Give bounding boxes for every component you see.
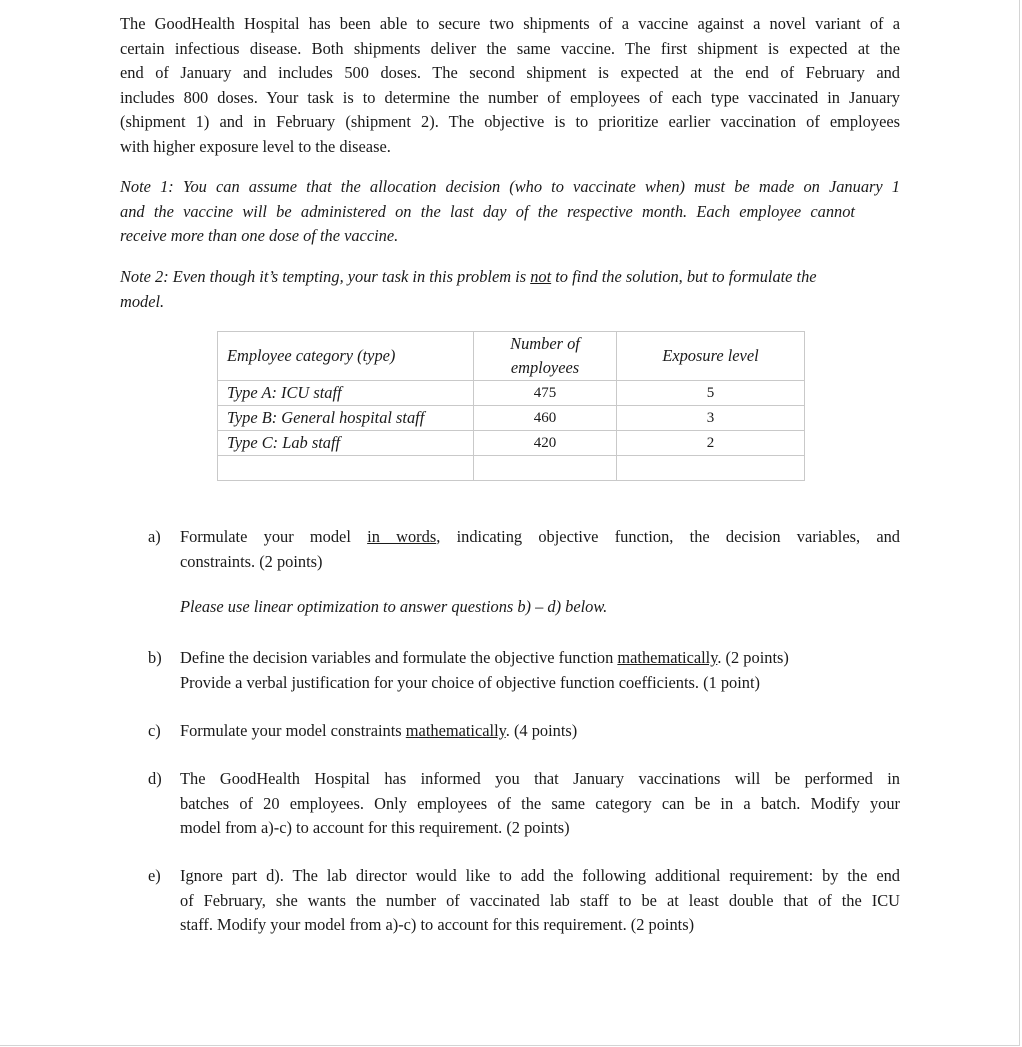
question-text: . (4 points)	[505, 721, 578, 740]
question-underlined: in words	[367, 527, 437, 546]
note-2-text: Note 2: Even though it’s tempting, your task in this problem is	[120, 267, 531, 286]
header-number-line: Number of	[510, 334, 580, 353]
cell-exposure: 5	[617, 381, 805, 406]
question-body	[180, 719, 900, 744]
question-body	[180, 767, 900, 841]
note-2-underlined: not	[530, 267, 552, 286]
note-1-line: and the vaccine will be administered on the last day of the respective month. Each employee cannot	[120, 201, 855, 221]
question-line: The GoodHealth Hospital has informed you that January vaccinations will be performed in	[180, 769, 900, 788]
note-1-line: receive more than one dose of the vaccine.	[120, 226, 399, 245]
cell-exposure: 2	[617, 431, 805, 456]
question-label: d)	[148, 769, 162, 788]
intro-line: (shipment 1) and in February (shipment 2). The objective is to prioritize earlier vaccination of employees	[120, 112, 900, 131]
question-line	[180, 719, 900, 744]
cell-number: 420	[474, 431, 617, 456]
question-line: Provide a verbal justification for your choice of objective function coefficients. (1 point)	[180, 672, 761, 692]
intro-paragraph	[120, 12, 900, 159]
table-row-empty	[218, 456, 805, 481]
question-line	[180, 525, 900, 550]
note-2	[120, 265, 900, 314]
cell-category: Type B: General hospital staff	[218, 406, 474, 431]
cell-number: 460	[474, 406, 617, 431]
question-underlined: mathematically	[405, 721, 506, 740]
instruction-text: Please use linear optimization to answer questions b) – d) below.	[180, 597, 608, 616]
question-body	[180, 525, 900, 574]
intro-line: with higher exposure level to the disease.	[120, 136, 391, 156]
question-body	[180, 864, 900, 938]
header-number	[474, 332, 617, 381]
question-line: of February, she wants the number of vaccinated lab staff to be at least double that of the ICU	[180, 890, 900, 910]
header-category: Employee category (type)	[218, 332, 474, 381]
cell-category: Type A: ICU staff	[218, 381, 474, 406]
intro-line: The GoodHealth Hospital has been able to secure two shipments of a vaccine against a novel variant of a	[120, 14, 900, 33]
note-2-line	[120, 265, 900, 290]
question-underlined: mathematically	[617, 648, 718, 667]
question-line: constraints. (2 points)	[180, 551, 323, 571]
question-label: b)	[148, 648, 162, 667]
cell-category	[218, 456, 474, 481]
note-2-line: model.	[120, 291, 165, 311]
header-exposure: Exposure level	[617, 332, 805, 381]
table-row	[218, 381, 805, 406]
intro-line: certain infectious disease. Both shipments deliver the same vaccine. The first shipment is expected at the	[120, 38, 900, 58]
question-text: , indicating objective function, the decision variables, and	[436, 527, 900, 546]
question-label: e)	[148, 866, 161, 885]
table-header-row	[218, 332, 805, 381]
question-text: Formulate your model constraints	[180, 721, 406, 740]
question-label: a)	[148, 527, 161, 546]
cell-number: 475	[474, 381, 617, 406]
note-1-line: Note 1: You can assume that the allocation decision (who to vaccinate when) must be made on January 1	[120, 177, 900, 196]
question-line: batches of 20 employees. Only employees of the same category can be in a batch. Modify your	[180, 793, 900, 813]
table-row	[218, 406, 805, 431]
question-line: model from a)-c) to account for this requirement. (2 points)	[180, 818, 570, 837]
question-line	[180, 646, 900, 671]
cell-exposure	[617, 456, 805, 481]
employee-table	[217, 331, 805, 481]
intro-line: includes 800 doses. Your task is to determine the number of employees of each type vaccinated in January	[120, 87, 900, 107]
table-row	[218, 431, 805, 456]
header-number-line: employees	[510, 358, 580, 377]
cell-category: Type C: Lab staff	[218, 431, 474, 456]
question-line: Ignore part d). The lab director would like to add the following additional requirement: by the end	[180, 866, 900, 885]
note-1	[120, 175, 900, 249]
question-line: staff. Modify your model from a)-c) to account for this requirement. (2 points)	[180, 915, 695, 934]
intro-line: end of January and includes 500 doses. The second shipment is expected at the end of February and	[120, 63, 900, 82]
note-2-text: to find the solution, but to formulate the	[551, 267, 817, 286]
question-body	[180, 646, 900, 695]
question-text: Define the decision variables and formulate the objective function	[180, 648, 618, 667]
cell-exposure: 3	[617, 406, 805, 431]
question-text: . (2 points)	[717, 648, 789, 667]
cell-number	[474, 456, 617, 481]
question-label: c)	[148, 721, 161, 740]
question-text: Formulate your model	[180, 527, 368, 546]
